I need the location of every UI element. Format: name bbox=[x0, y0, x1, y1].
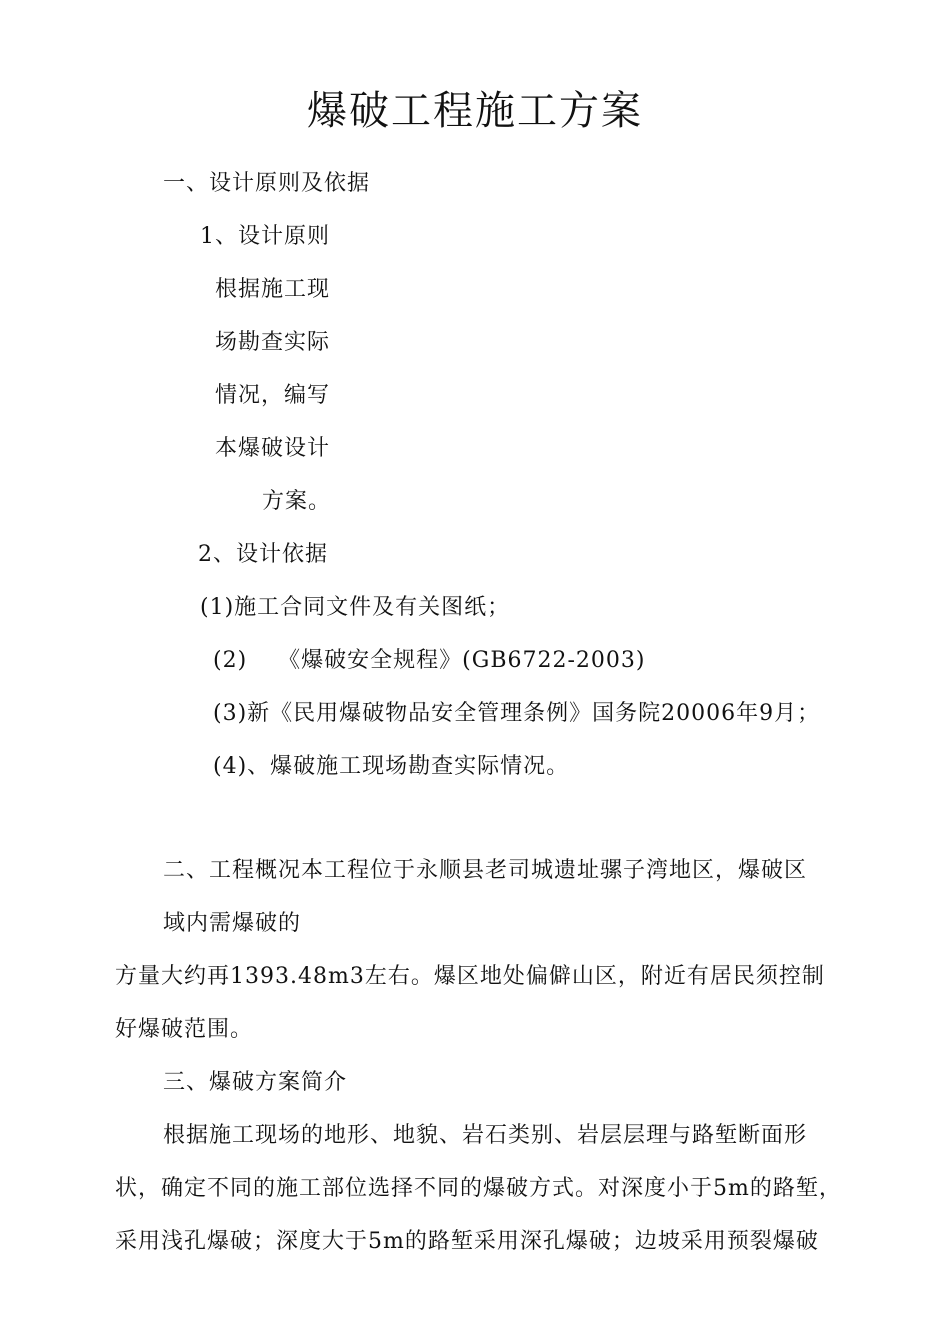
section2-line: 方量大约再1393.48m3左右。爆区地处偏僻山区，附近有居民须控制 bbox=[115, 964, 825, 989]
section1-sub1-heading: 1、设计原则 bbox=[200, 224, 330, 249]
section1-heading: 一、设计原则及依据 bbox=[163, 171, 371, 196]
document-title: 爆破工程施工方案 bbox=[307, 88, 643, 134]
section3-heading: 三、爆破方案简介 bbox=[163, 1070, 348, 1095]
section1-sub2-heading: 2、设计依据 bbox=[198, 542, 328, 567]
section3-line: 根据施工现场的地形、地貌、岩石类别、岩层层理与路堑断面形 bbox=[163, 1123, 808, 1148]
section1-sub1-line: 本爆破设计 bbox=[215, 436, 331, 461]
section3-line: 采用浅孔爆破；深度大于5m的路堑采用深孔爆破；边坡采用预裂爆破 bbox=[115, 1229, 819, 1254]
section2-line: 域内需爆破的 bbox=[163, 911, 302, 936]
basis-item: (2) 《爆破安全规程》(GB6722-2003) bbox=[213, 648, 646, 673]
basis-item: (4)、爆破施工现场勘查实际情况。 bbox=[213, 754, 570, 779]
section1-sub1-line: 场勘查实际 bbox=[215, 330, 331, 355]
basis-item: (1)施工合同文件及有关图纸； bbox=[200, 595, 511, 620]
section1-sub1-line: 方案。 bbox=[262, 489, 332, 514]
section1-sub1-line: 情况，编写 bbox=[215, 383, 331, 408]
basis-item: (3)新《民用爆破物品安全管理条例》国务院20006年9月； bbox=[213, 701, 821, 726]
section3-line: 状，确定不同的施工部位选择不同的爆破方式。对深度小于5m的路堑， bbox=[115, 1176, 842, 1201]
section1-sub1-line: 根据施工现 bbox=[215, 277, 331, 302]
section2-line: 好爆破范围。 bbox=[115, 1017, 254, 1042]
section2-line: 二、工程概况本工程位于永顺县老司城遗址骡子湾地区，爆破区 bbox=[163, 858, 808, 883]
